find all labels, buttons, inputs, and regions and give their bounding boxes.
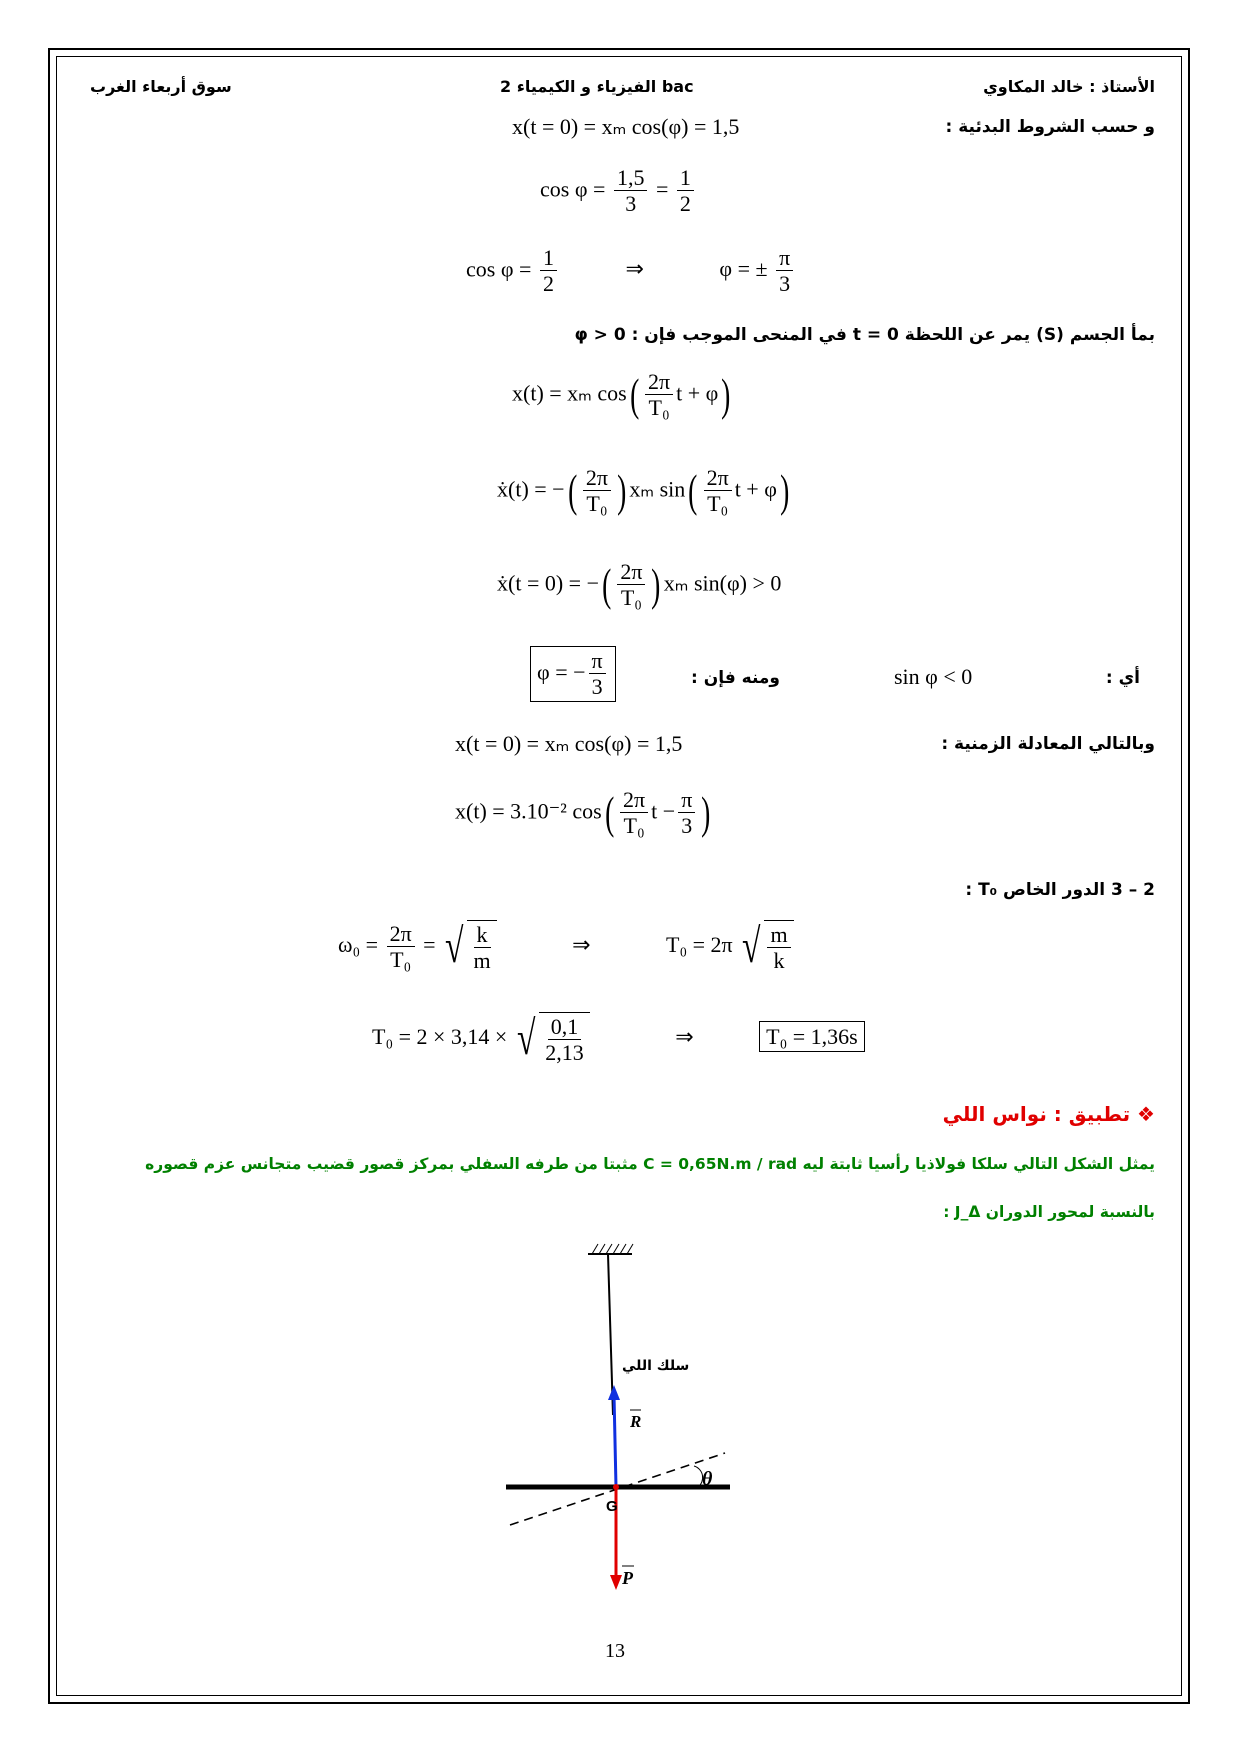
initial-conditions-label: و حسب الشروط البدئية : — [945, 117, 1155, 137]
since-text: بمأ الجسم (S) يمر عن اللحظة t = 0 في المنحى الموجب فإن : φ > 0 — [574, 325, 1155, 345]
header-subject: الفيزياء و الكيمياء 2 bac — [500, 77, 694, 96]
theta-label: θ — [702, 1468, 713, 1490]
equation-velocity: ẋ(t) = −( $\frac{2\pi}{\text{T₀}}$ ) xₘ sin( $\frac{2\pi}{\text{T₀}}$ t + φ) — [497, 465, 790, 517]
p-vector-arrowhead — [610, 1575, 622, 1590]
sin-inequality: sin φ < 0 — [894, 664, 973, 689]
r-vector — [614, 1395, 616, 1487]
equation-time-final: x(t) = 3.10⁻² cos( $\frac{2\pi}{\text{T₀}}$ t − $\frac{\pi}{3}$ ) — [455, 787, 711, 839]
header-teacher: الأستاذ : خالد المكاوي — [983, 77, 1155, 96]
application-text-1: يمثل الشكل التالي سلكا فولاذيا رأسيا ثابتة ليه C = 0,65N.m / rad مثبتا من طرفه السفلي بمركز قصور قضيب متجانس عزم قصوره — [145, 1155, 1155, 1173]
equation-velocity-initial: ẋ(t = 0) = −( $\frac{2\pi}{\text{T₀}}$ ) xₘ sin(φ) > 0 — [497, 559, 782, 611]
equation-initial: x(t = 0) = xₘ cos(φ) = 1,5 — [512, 114, 740, 139]
equation-x-t: x(t) = xₘ cos( $\frac{2\pi}{\text{T₀}}$ t + φ) — [512, 369, 731, 421]
section-period: 2 – 3 الدور الخاص T₀ : — [965, 880, 1155, 900]
wire-label: سلك اللي — [622, 1358, 690, 1374]
r-label: R — [630, 1412, 642, 1431]
equation-omega: ω₀ = $\frac{2\pi}{\text{T₀}}$ = √ $\frac{k}{m}$ ⇒ T₀ = 2π √ $\frac{m}{k}$ — [338, 920, 794, 973]
equation-phi-values: cos φ = $\frac{1}{2}$ ⇒ φ = ± $\frac{\pi}{3}$ — [466, 246, 796, 296]
equation-cos-phi: cos φ = $\frac{1,5}{3}$ = $\frac{1}{2}$ — [540, 166, 697, 216]
r-vector-arrowhead — [608, 1385, 620, 1400]
g-label: G — [606, 1498, 618, 1515]
phi-result-box: φ = − $\frac{\pi}{3}$ — [530, 646, 616, 702]
ceiling-hatching — [592, 1244, 633, 1254]
p-label: P — [622, 1568, 633, 1588]
ie-label: أي : — [1105, 668, 1140, 688]
header-location: سوق أربعاء الغرب — [90, 77, 232, 96]
application-text-2: بالنسبة لمحور الدوران J_Δ : — [943, 1203, 1155, 1221]
hence-label: ومنه فإن : — [690, 668, 780, 688]
center-of-mass-point — [613, 1484, 619, 1490]
equation-initial-repeat: x(t = 0) = xₘ cos(φ) = 1,5 — [455, 731, 683, 756]
page-number: 13 — [605, 1640, 625, 1662]
equation-period-numeric: T₀ = 2 × 3,14 × √ $\frac{0,1}{2,13}$ ⇒ T₀ = 1,36s — [372, 1012, 865, 1065]
time-equation-label: وبالتالي المعادلة الزمنية : — [941, 734, 1155, 754]
application-title: ❖ تطبيق : نواس اللي — [942, 1102, 1155, 1126]
torsion-pendulum-figure — [480, 1240, 760, 1600]
